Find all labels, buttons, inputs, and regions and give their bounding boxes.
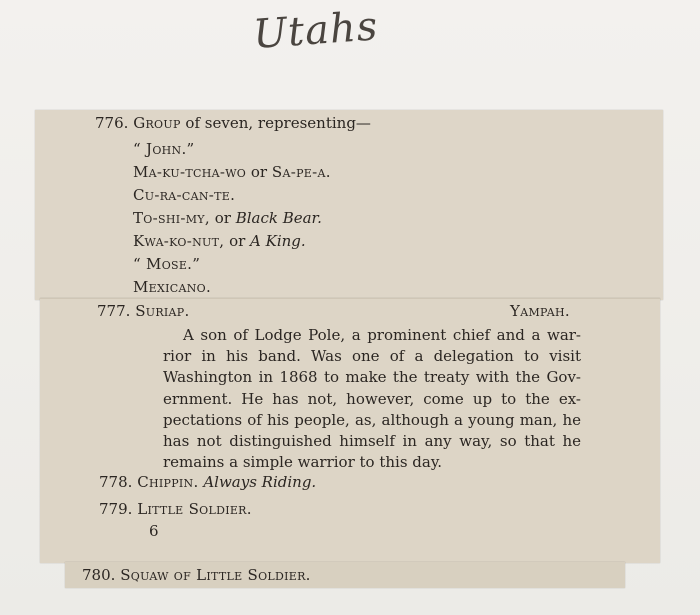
entry-translation: Always Riding. (203, 473, 317, 491)
group-member (133, 139, 195, 160)
member-separator: or (224, 232, 251, 250)
description-line: has not distinguished himself in any way, so that he (163, 432, 581, 451)
member-name: Kwa-ko-nut, (133, 232, 225, 250)
entry-number: 776. (95, 114, 129, 132)
member-separator: or (209, 209, 236, 227)
entry-777-tribe: Yampah. (510, 302, 570, 320)
group-member (133, 277, 211, 298)
handwritten-title: Utahs (251, 3, 380, 58)
entry-number: 780. (82, 566, 116, 584)
entry-number: 778. (99, 473, 133, 491)
member-translation: Black Bear. (235, 209, 322, 227)
page-number: 6 (149, 522, 159, 540)
description-line: A son of Lodge Pole, a prominent chief and a war- (183, 326, 581, 344)
entry-title: Suriap. (135, 302, 190, 320)
entry-777-description (163, 325, 581, 473)
entry-777-heading (97, 301, 190, 322)
member-name: To-shi-my, (133, 209, 210, 227)
group-member (133, 185, 235, 206)
description-line: pectations of his people, as, although a young man, he (163, 410, 581, 429)
member-name: Cu-ra-can-te. (133, 186, 236, 204)
entry-778 (99, 472, 316, 493)
entry-number: 777. (97, 302, 131, 320)
entry-title-rest: of seven, representing— (180, 114, 371, 132)
description-line: Washington in 1868 to make the treaty with the Gov- (163, 368, 581, 387)
member-translation: A King. (250, 232, 306, 250)
entry-779 (99, 499, 252, 520)
entry-title: Group (133, 114, 181, 132)
member-name: “ John.” (133, 140, 195, 158)
clipping-entry-776 (35, 110, 663, 300)
group-member (133, 162, 331, 183)
member-name: Mexicano. (133, 278, 212, 296)
member-alt-name: Sa-pe-a. (271, 163, 331, 181)
group-member (133, 208, 322, 229)
member-name: “ Mose.” (133, 255, 201, 273)
member-name: Ma-ku-tcha-wo (133, 163, 247, 181)
entry-title: Chippin. (137, 473, 199, 491)
entry-title: Squaw of Little Soldier. (120, 566, 311, 584)
description-line: remains a simple warrior to this day. (163, 453, 443, 472)
description-line: ernment. He has not, however, come up to the ex- (163, 389, 581, 408)
group-member (133, 231, 306, 252)
description-line: rior in his band. Was one of a delegation to visit (163, 347, 581, 366)
entry-number: 779. (99, 500, 133, 518)
group-member (133, 254, 200, 275)
member-separator: or (246, 163, 272, 181)
entry-780 (82, 565, 311, 586)
entry-776-heading (95, 113, 371, 134)
entry-title: Little Soldier. (137, 500, 252, 518)
